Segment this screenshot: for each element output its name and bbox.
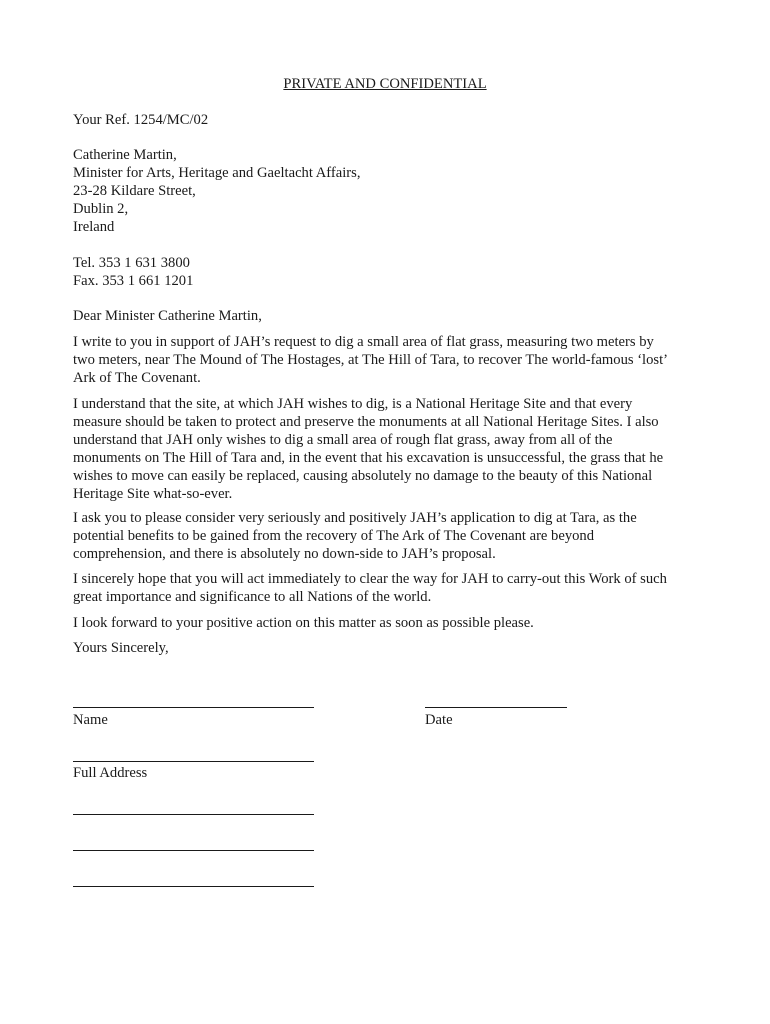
address-line-1[interactable] <box>73 761 314 762</box>
address-line-2[interactable] <box>73 814 314 815</box>
paragraph-hope: I sincerely hope that you will act immediately to clear the way for JAH to carry-out this Work of such great importance and significance to all Nations of the world. <box>73 571 667 605</box>
address-line-3[interactable] <box>73 850 314 851</box>
date-signature-line[interactable] <box>425 707 567 708</box>
recipient-street: 23-28 Kildare Street, <box>73 183 196 199</box>
paragraph-request: I write to you in support of JAH’s request to dig a small area of flat grass, measuring two meters by two meters, near The Mound of The Hostages, at The Hill of Tara, to recover The world-famous ‘lost’ Ark of The Covenant. <box>73 334 669 386</box>
recipient-name: Catherine Martin, <box>73 147 177 163</box>
recipient-address <box>73 146 698 236</box>
fax-number: Fax. 353 1 661 1201 <box>73 273 194 289</box>
telephone-number: Tel. 353 1 631 3800 <box>73 255 190 271</box>
paragraph-heritage: I understand that the site, at which JAH wishes to dig, is a National Heritage Site and that every measure should be taken to protect and preserve the monuments at all National Heritage Sites. I also understand that JAH only wishes to dig a small area of rough flat grass, away from all of the monuments on The Hill of Tara and, in the event that his excavation is unsuccessful, the grass that he wishes to move can easily be replaced, causing absolutely no damage to the beauty of this National Heritage Site what-so-ever. <box>73 396 664 502</box>
recipient-country: Ireland <box>73 219 115 235</box>
name-signature-line[interactable] <box>73 707 314 708</box>
name-label: Name <box>73 712 108 728</box>
salutation: Dear Minister Catherine Martin, <box>73 308 262 324</box>
address-line-4[interactable] <box>73 886 314 887</box>
reference-line: Your Ref. 1254/MC/02 <box>73 112 209 128</box>
closing: Yours Sincerely, <box>73 640 169 656</box>
recipient-city: Dublin 2, <box>73 201 129 217</box>
paragraph-consider: I ask you to please consider very seriously and positively JAH’s application to dig at Tara, as the potential benefits to be gained from the recovery of The Ark of The Covenant are beyond comprehension, and there is absolutely no down-side to JAH’s proposal. <box>73 510 637 562</box>
contact-details <box>73 254 698 290</box>
paragraph-closing-request: I look forward to your positive action on this matter as soon as possible please. <box>73 615 534 631</box>
letter-heading: PRIVATE AND CONFIDENTIAL <box>283 76 487 92</box>
recipient-title: Minister for Arts, Heritage and Gaeltacht Affairs, <box>73 165 361 181</box>
date-label: Date <box>425 712 453 728</box>
full-address-label: Full Address <box>73 765 148 781</box>
